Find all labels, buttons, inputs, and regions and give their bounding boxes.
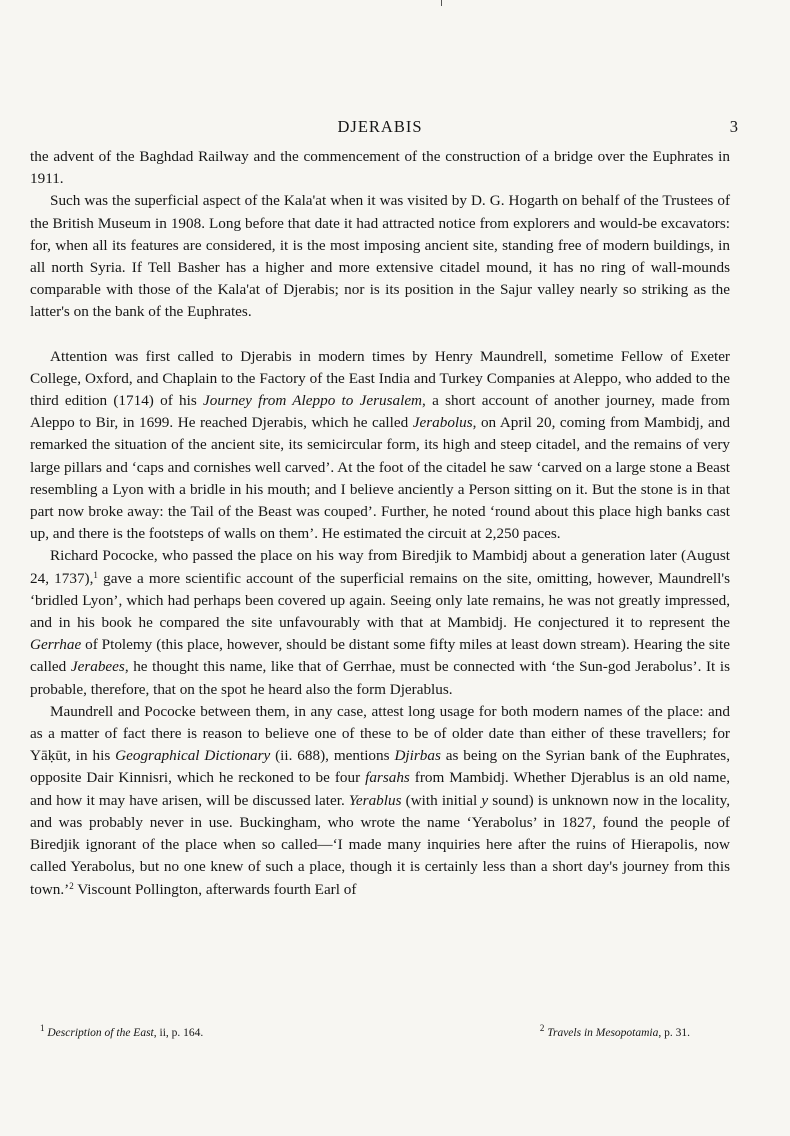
text-run: , he thought this name, like that of Gerrhae, must be connected with ‘the Sun-god Jerabolus’. It is probable, therefore, that on the spot he heard also the form Djerablus. [30,658,730,698]
text-run: , a short account of another journey, made from Aleppo to Bir, in 1699. He reached Djerabis, which he called [30,392,730,432]
scan-mark [441,0,442,6]
text-run: Richard Pococke, who passed the place on his way from Biredjik to Mambidj about a generation later (August 24, 1737), [30,547,730,587]
running-title: DJERABIS [337,117,423,136]
paragraph-p1 [30,146,730,190]
italic-text: Gerrhae [30,636,82,654]
footnote-2 [539,1023,690,1039]
paragraph-p2 [30,190,730,323]
text-run: , on April 20, coming from Mambidj, and remarked the situation of the ancient site, its semicircular form, its high and steep citadel, and the remains of very large pillars and ‘caps and cornishes well carved’. At the foot of the citadel he saw ‘carved on a large stone a Beast resembling a Lyon with a bridle in his mouth; and I believe anciently a Person sitting on it. But the stone is in that part now broke away: the Tail of the Beast was couped’. Further, he noted ‘round about this place high banks cast up, and there is the footsteps of walls on them’. He estimated the circuit at 2,250 paces. [30,414,730,543]
italic-text: y [481,791,489,809]
footnote-mark: 2 [539,1023,545,1033]
italic-text: farsahs [365,769,410,787]
paragraph-p4 [30,545,730,700]
italic-text: Jerabees [70,658,125,676]
text-run: Such was the superficial aspect of the Kala'at when it was visited by D. G. Hogarth on behalf of the Trustees of the British Museum in 1908. Long before that date it had attracted notice from explorers and would-be excavators: for, when all its features are considered, it is the most imposing ancient site, standing free of modern buildings, in all north Syria. If Tell Basher has a higher and more extensive citadel mound, it has no ring of wall-mounds comparable with those of the Kala'at of Djerabis; nor is its position in the Sajur valley nearly so striking as the latter's on the bank of the Euphrates. [30,192,730,321]
text-run: Viscount Pollington, afterwards fourth Earl of [73,880,357,898]
footnote-reference: , ii, p. 164. [153,1027,204,1039]
footnote-mark: 1 [40,1023,45,1033]
text-run: from Mambidj. Whether Djerablus is an old name, and how it may have arisen, will be discussed later. [30,769,730,809]
paragraph-p5 [30,701,730,901]
footnote-ref: 1 [93,569,98,580]
page-header [30,114,738,140]
paragraph-p3 [30,346,730,546]
italic-text: Djirbas [394,747,441,765]
text-run: (with initial [401,791,482,809]
text-run: gave a more scientific account of the superficial remains on the site, omitting, however, Maundrell's ‘bridled Lyon’, which had perhaps been covered up again. Seeing only late remains, he was not greatly impressed, and in his book he compared the site unfavourably with that at Mambidj. He conjectured it to represent the [30,569,731,632]
text-run: sound) is unknown now in the locality, and was probably never in use. Buckingham, who wrote the name ‘Yerabolus’ in 1827, found the people of Biredjik ignorant of the place when so called—‘I made many inquiries here after the ruins of Hierapolis, now called Yerabolus, but no one knew of such a place, though it is certainly less than a short day's journey from this town.’ [30,791,730,898]
text-run: Attention was first called to Djerabis in modern times by Henry Maundrell, sometime Fellow of Exeter College, Oxford, and Chaplain to the Factory of the East India and Turkey Companies at Aleppo, who added to the third edition (1714) of his [30,347,730,410]
italic-text: Geographical Dictionary [115,747,271,765]
text-run: (ii. 688), mentions [270,747,395,765]
footnote-title: Travels in Mesopotamia [547,1027,659,1039]
footnote-1 [40,1023,204,1039]
italic-text: Yerablus [348,791,402,809]
footnotes [40,1023,690,1039]
text-run: of Ptolemy (this place, however, should be distant some fifty miles at least down stream). Hearing the site called [30,636,730,676]
italic-text: Journey from Aleppo to Jerusalem [203,392,423,410]
footnote-title: Description of the East [47,1027,154,1039]
footnote-reference: , p. 31. [658,1027,690,1039]
text-run: the advent of the Baghdad Railway and the commencement of the construction of a bridge over the Euphrates in 1911. [30,148,730,188]
page-number: 3 [729,117,738,136]
body-text [30,146,730,901]
text-run: as being on the Syrian bank of the Euphrates, opposite Dair Kinnisri, which he reckoned to be four [30,747,730,787]
footnote-ref: 2 [69,880,74,891]
italic-text: Jerabolus [412,414,473,432]
text-run: Maundrell and Pococke between them, in any case, attest long usage for both modern names of the place: and as a matter of fact there is reason to believe one of these to be of older date than either of these travellers; for Yāḳūt, in his [30,702,730,765]
